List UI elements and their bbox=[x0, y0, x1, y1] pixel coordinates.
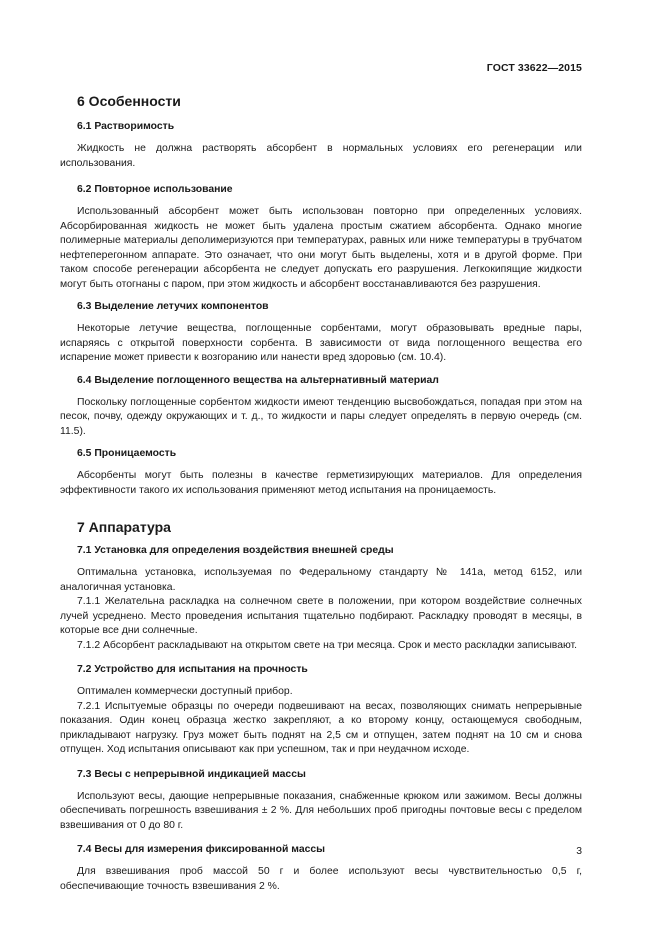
section-6-1-heading: 6.1 Растворимость bbox=[77, 121, 175, 132]
section-7-3-paragraph: Используют весы, дающие непрерывные показания, снабженные крюком или зажимом. Весы должны обеспечивать погрешность взвешивания ± 2 %. Для небольших проб пригодны почтовые весы с пределом взвешивания от 0 до 80 г. bbox=[60, 790, 582, 831]
section-6-heading: 6 Особенности bbox=[77, 93, 181, 109]
page-content bbox=[60, 92, 582, 894]
section-6-3-paragraph: Некоторые летучие вещества, поглощенные сорбентами, могут образовывать вредные пары, испаряясь с открытой поверхности сорбента. В зависимости от вида поглощенного вещества его испарение может привести к возгоранию или нанести вред здоровью (см. 10.4). bbox=[60, 323, 582, 363]
section-7-1-heading: 7.1 Установка для определения воздействия внешней среды bbox=[77, 545, 394, 556]
section-7-heading: 7 Аппаратура bbox=[77, 519, 171, 535]
section-7-1-1-paragraph: 7.1.1 Желательна раскладка на солнечном свете в положении, при котором воздействие солнечных лучей усреднено. Место проведения испытания тщательно подбирают. Раскладку проводят в месяцы, в которые все дни солнечные. bbox=[60, 596, 582, 636]
section-6-4-paragraph: Поскольку поглощенные сорбентом жидкости имеют тенденцию высвобождаться, попадая при этом на песок, почву, одежду окружающих и т. д., то жидкости и пары следует определять в первую очередь (см. 11.5). bbox=[60, 396, 582, 437]
section-6-5-heading: 6.5 Проницаемость bbox=[77, 448, 177, 459]
section-6-4-heading: 6.4 Выделение поглощенного вещества на альтернативный материал bbox=[77, 374, 439, 386]
section-7-4-heading: 7.4 Весы для измерения фиксированной массы bbox=[77, 844, 326, 855]
section-7-3-heading: 7.3 Весы с непрерывной индикацией массы bbox=[77, 768, 306, 780]
section-7-1-2-paragraph: 7.1.2 Абсорбент раскладывают на открытом свете на три месяца. Срок и место раскладки записывают. bbox=[77, 639, 578, 651]
section-6-2-heading: 6.2 Повторное использование bbox=[77, 184, 233, 195]
section-6-5-paragraph: Абсорбенты могут быть полезны в качестве герметизирующих материалов. Для определения эффективности такого их использования применяют метод испытания на проницаемость. bbox=[60, 470, 582, 496]
standard-id: ГОСТ 33622—2015 bbox=[486, 62, 582, 74]
section-7-2-1-paragraph: 7.2.1 Испытуемые образцы по очереди подвешивают на весах, позволяющих снимать непрерывные показания. Один конец образца жестко закрепляют, а ко второму концу, остающемуся свободным, прикладывают нагрузку. Груз может быть поднят на 2,5 см и отпущен, затем поднят на 10 см и снова отпущен. Ход испытания описывают как при успешном, так и при неудачном исходе. bbox=[60, 700, 582, 755]
section-7-1-paragraph: Оптимальна установка, используемая по Федеральному стандарту № 141a, метод 6152, или аналогичная установка. bbox=[60, 567, 582, 593]
section-7-4-paragraph: Для взвешивания проб массой 50 г и более используют весы чувствительностью 0,5 г, обеспечивающие точность взвешивания 2 %. bbox=[60, 866, 582, 892]
section-6-1-paragraph: Жидкость не должна растворять абсорбент в нормальных условиях его регенерации или использования. bbox=[60, 143, 582, 169]
section-6-3-heading: 6.3 Выделение летучих компонентов bbox=[77, 301, 269, 312]
section-7-2-heading: 7.2 Устройство для испытания на прочность bbox=[77, 664, 308, 675]
page-number: 3 bbox=[576, 846, 582, 857]
section-7-2-paragraph: Оптимален коммерчески доступный прибор. bbox=[77, 686, 293, 697]
section-6-2-paragraph: Использованный абсорбент может быть использован повторно при определенных условиях. Абсорбированная жидкость не может быть удалена простым сжатием абсорбента. Однако многие полимерные материалы деполимеризуются при температурах, равных или ниже температуры в трубчатом нефтеперегонном аппарате. Это означает, что они могут быть выделены, хотя и в другой форме. При таком способе регенерации абсорбента не следует допускать его разрушения. Легкокипящие жидкости могут быть отогнаны с паром, при этом жидкость и абсорбент восстанавливаются без разрушения. bbox=[60, 206, 582, 290]
